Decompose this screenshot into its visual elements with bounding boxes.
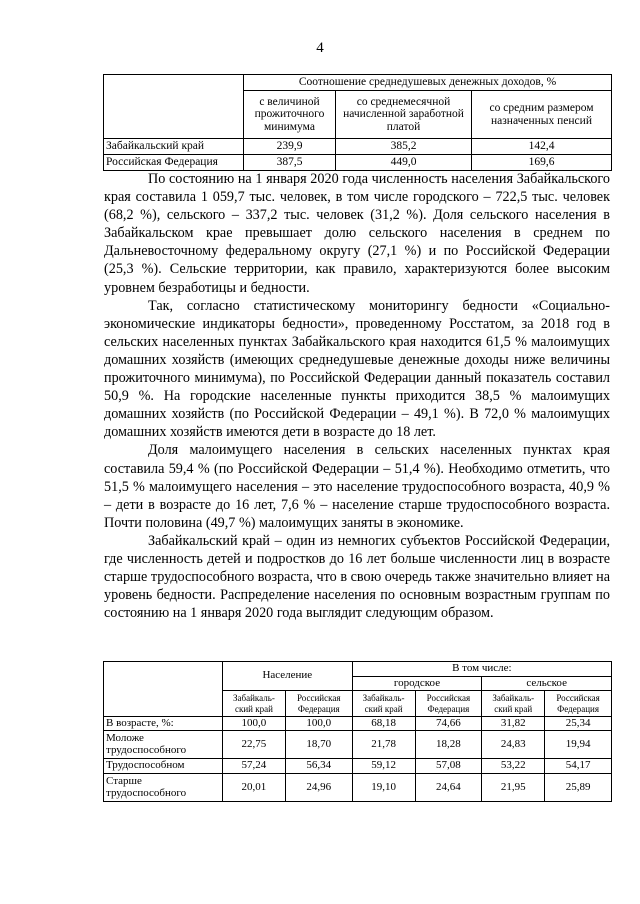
table2-corner-cell <box>104 662 223 717</box>
table2-cell: 18,70 <box>285 731 352 759</box>
table-row <box>104 717 612 731</box>
table2-cell: 24,83 <box>482 731 545 759</box>
table2-cell: 24,64 <box>415 774 482 802</box>
table2-sub-rf: Российская Федерация <box>545 691 612 717</box>
table1-cell: 449,0 <box>336 155 472 171</box>
table2-cell: 21,78 <box>352 731 415 759</box>
table1-col-salary: со среднемесячной начисленной заработной платой <box>336 91 472 139</box>
table1-col-subsistence: с величиной прожиточного минимума <box>244 91 336 139</box>
table2-cell: 21,95 <box>482 774 545 802</box>
table-row <box>104 774 612 802</box>
table2-cell: 53,22 <box>482 759 545 774</box>
table2-row-label: Старше трудоспособного <box>104 774 223 802</box>
table2-cell: 25,89 <box>545 774 612 802</box>
table2-cell: 18,28 <box>415 731 482 759</box>
table2-sub-rf: Российская Федерация <box>415 691 482 717</box>
table1-col-pension: со средним размером назначенных пенсий <box>472 91 612 139</box>
table2-cell: 22,75 <box>223 731 286 759</box>
paragraph: Доля малоимущего населения в сельских населенных пунктах края составила 59,4 % (по Российской Федерации – 51,4 %). Необходимо отметить, что 51,5 % малоимущего населения – это население трудоспособного возраста, 40,9 % – дети в возрасте до 16 лет, 7,6 % – население старше трудоспособного возраста. Почти половина (49,7 %) малоимущих заняты в экономике. <box>104 442 610 531</box>
paragraph: Забайкальский край – один из немногих субъектов Российской Федерации, где численность детей и подростков до 16 лет больше численности лиц в возрасте старше трудоспособного возраста, что в свою очередь также значительно влияет на уровень бедности. Распределение населения по основным возрастным группам по состоянию на 1 января 2020 года выглядит следующим образом. <box>104 532 610 622</box>
table1-group-header: Соотношение среднедушевых денежных доходов, % <box>244 75 612 91</box>
table2-row-label: Трудоспособном <box>104 759 223 774</box>
table2-cell: 57,24 <box>223 759 286 774</box>
table2-cell: 57,08 <box>415 759 482 774</box>
age-distribution-table <box>103 661 612 802</box>
page-number: 4 <box>316 40 324 56</box>
table2-cell: 100,0 <box>285 717 352 731</box>
table2-cell: 20,01 <box>223 774 286 802</box>
table2-cell: 25,34 <box>545 717 612 731</box>
table2-rural-header: сельское <box>482 677 612 691</box>
table-row <box>104 759 612 774</box>
table1-cell: 385,2 <box>336 139 472 155</box>
table1-cell: 387,5 <box>244 155 336 171</box>
table2-cell: 68,18 <box>352 717 415 731</box>
table-row <box>104 731 612 759</box>
table2-sub-zab: Забайкаль-ский край <box>482 691 545 717</box>
table2-cell: 19,94 <box>545 731 612 759</box>
table1-row-label: Российская Федерация <box>104 155 244 171</box>
table2-row-label: Моложе трудоспособного <box>104 731 223 759</box>
table2-sub-zab: Забайкаль-ский край <box>223 691 286 717</box>
table1-cell: 169,6 <box>472 155 612 171</box>
table1-cell: 239,9 <box>244 139 336 155</box>
table1-row-label: Забайкальский край <box>104 139 244 155</box>
table2-cell: 54,17 <box>545 759 612 774</box>
table2-cell: 74,66 <box>415 717 482 731</box>
table1-cell: 142,4 <box>472 139 612 155</box>
table2-urban-header: городское <box>352 677 482 691</box>
table2-cell: 19,10 <box>352 774 415 802</box>
table2-sub-rf: Российская Федерация <box>285 691 352 717</box>
table-row <box>104 139 612 155</box>
table2-row-label: В возрасте, %: <box>104 717 223 731</box>
body-text <box>104 170 610 622</box>
table2-population-header: Население <box>223 662 353 691</box>
income-ratio-table <box>103 74 612 171</box>
table2-cell: 31,82 <box>482 717 545 731</box>
table2-sub-zab: Забайкаль-ский край <box>352 691 415 717</box>
table2-cell: 100,0 <box>223 717 286 731</box>
paragraph: Так, согласно статистическому мониторингу бедности «Социально-экономические индикаторы бедности», проведенному Росстатом, за 2018 год в сельских населенных пунктах Забайкальского края находится 61,5 % малоимущих домашних хозяйств (имеющих среднедушевые денежные доходы ниже величины прожиточного минимума), по Российской Федерации данный показатель составил 50,9 %. На городские населенные пункты приходится 38,5 % малоимущих домашних хозяйств (по Российской Федерации – 49,1 %). В 72,0 % малоимущих домашних хозяйств имеются дети в возрасте до 18 лет. <box>104 297 610 441</box>
table1-corner-cell <box>104 75 244 139</box>
table-row <box>104 155 612 171</box>
table2-cell: 24,96 <box>285 774 352 802</box>
table2-including-header: В том числе: <box>352 662 611 677</box>
paragraph: По состоянию на 1 января 2020 года численность населения Забайкальского края составила 1 059,7 тыс. человек, в том числе городского – 722,5 тыс. человек (68,2 %), сельского – 337,2 тыс. человек (31,2 %). Доля сельского населения в Забайкальском крае превышает долю сельского населения в среднем по Дальневосточному федеральному округу (27,1 %) и по Российской Федерации (25,3 %). Сельские территории, как правило, характеризуются более высоким уровнем безработицы и бедности. <box>104 171 610 296</box>
table2-cell: 56,34 <box>285 759 352 774</box>
table2-cell: 59,12 <box>352 759 415 774</box>
